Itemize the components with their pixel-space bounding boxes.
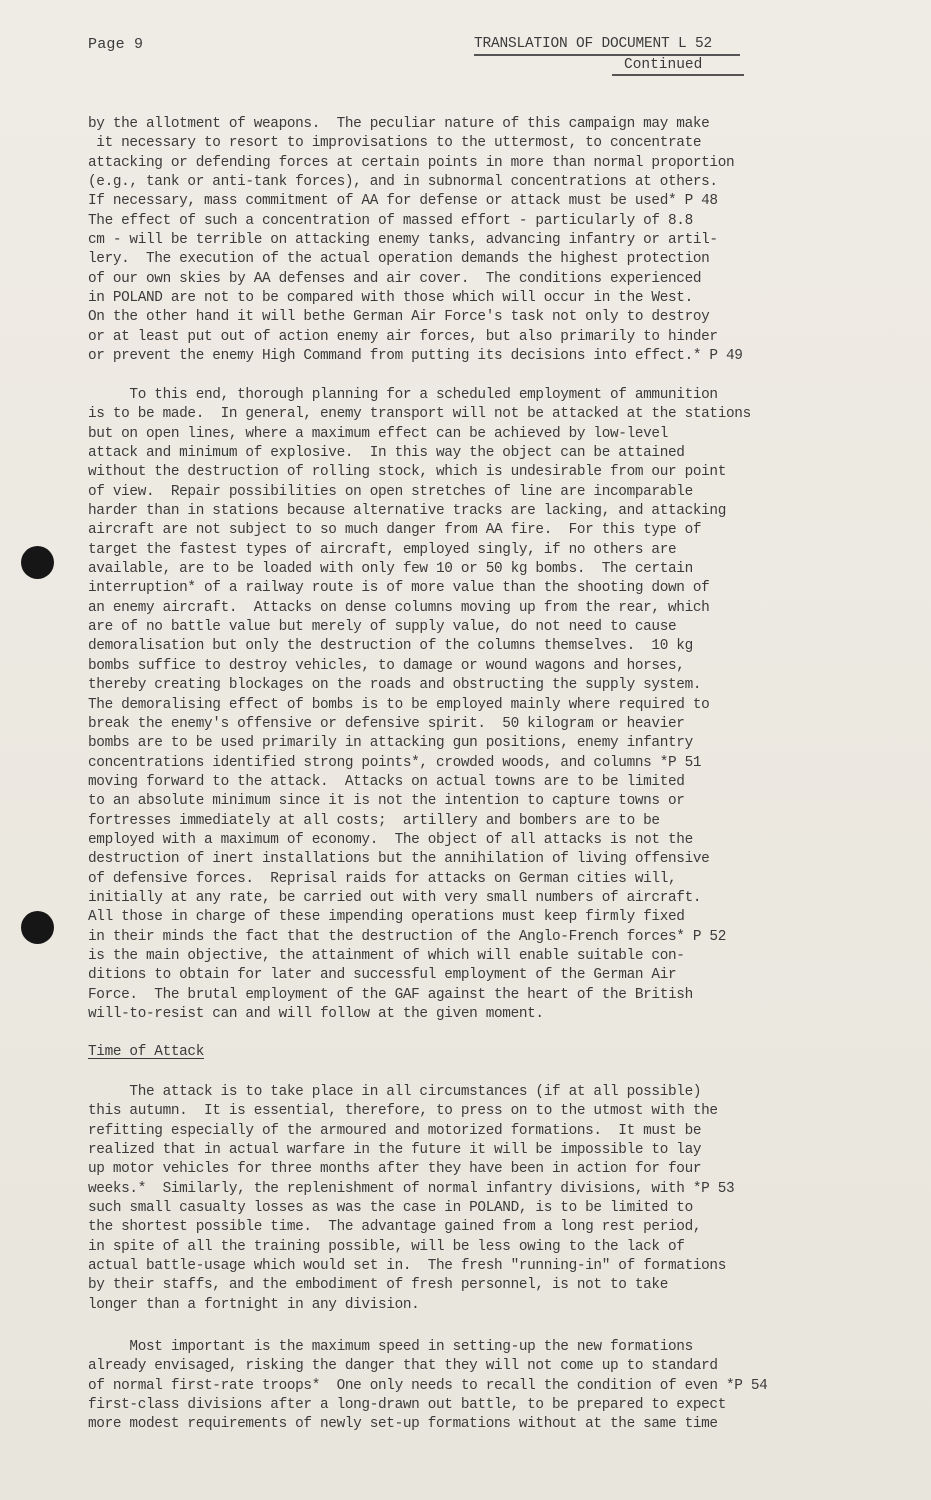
body-paragraph-3: The attack is to take place in all circumstances (if at all possible) this autumn. It is essential, therefore, to press on to the utmost with the refitting especially of the armoured and motorized formations. It must be realized that in actual warfare in the future it will be impossible to lay up motor vehicles for three months after they have been in action for four weeks.* Similarly, the replenishment of normal infantry divisions, with *P 53 such small casualty losses as was the case in POLAND, is to be limited to the shortest possible time. The advantage gained from a long rest period, in spite of all the training possible, will be less owing to the lack of actual battle-usage which would set in. The fresh "running-in" of formations by their staffs, and the embodiment of fresh personnel, is not to take longer than a fortnight in any division. bbox=[88, 1084, 735, 1313]
title-underline bbox=[474, 54, 740, 56]
document-title: TRANSLATION OF DOCUMENT L 52 bbox=[474, 36, 713, 52]
subtitle-underline bbox=[612, 74, 744, 76]
page-number: Page 9 bbox=[88, 36, 144, 53]
body-paragraph-1: by the allotment of weapons. The peculiar nature of this campaign may make it necessary to resort to improvisations to the uttermost, to concentrate attacking or defending forces at certain points in more than normal proportion (e.g., tank or anti-tank forces), and in subnormal concentrations at others. If necessary, mass commitment of AA for defense or attack must be used* P 48 The effect of such a concentration of massed effort - particularly of 8.8 cm - will be terrible on attacking enemy tanks, advancing infantry or artil- lery. The execution of the actual operation demands the highest protection of our own skies by AA defenses and air cover. The conditions experienced in POLAND are not to be compared with those which will occur in the West. On the other hand it will bethe German Air Force's task not only to destroy or at least put out of action enemy air forces, but also primarily to hinder or prevent the enemy High Command from putting its decisions into effect.* P 49 bbox=[88, 116, 743, 365]
body-paragraph-4: Most important is the maximum speed in setting-up the new formations already envisaged, risking the danger that they will not come up to standard of normal first-rate troops* One only needs to recall the condition of even *P 54 first-class divisions after a long-drawn out battle, to be prepared to expect more modest requirements of newly set-up formations without at the same time bbox=[88, 1339, 768, 1433]
body-paragraph-2: To this end, thorough planning for a scheduled employment of ammunition is to be made. In general, enemy transport will not be attacked at the stations but on open lines, where a maximum effect can be achieved by low-level attack and minimum of explosive. In this way the object can be attained without the destruction of rolling stock, which is undesirable from our point of view. Repair possibilities on open stretches of line are incomparable harder than in stations because alternative tracks are lacking, and attacking aircraft are not subject to so much danger from AA fire. For this type of target the fastest types of aircraft, employed singly, if no others are available, are to be loaded with only few 10 or 50 kg bombs. The certain interruption* of a railway route is of more value than the shooting down of an enemy aircraft. Attacks on dense columns moving up from the rear, which are of no battle value but merely of supply value, do not need to cause demoralisation but only the destruction of the columns themselves. 10 kg bombs suffice to destroy vehicles, to damage or wound wagons and horses, thereby creating blockages on the roads and obstructing the supply system. The demoralising effect of bombs is to be employed mainly where required to break the enemy's offensive or defensive spirit. 50 kilogram or heavier bombs are to be used primarily in attacking gun positions, enemy infantry concentrations identified strong points*, crowded woods, and columns *P 51 moving forward to the attack. Attacks on actual towns are to be limited to an absolute minimum since it is not the intention to capture towns or fortresses immediately at all costs; artillery and bombers are to be employed with a maximum of economy. The object of all attacks is not the destruction of inert installations but the annihilation of living offensive of defensive forces. Reprisal raids for attacks on German cities will, initially at any rate, be carried out with very small numbers of aircraft. All those in charge of these impending operations must keep firmly fixed in their minds the fact that the destruction of the Anglo-French forces* P 52 is the main objective, the attainment of which will enable suitable con- ditions to obtain for later and successful employment of the German Air Force. The brutal employment of the GAF against the heart of the British will-to-resist can and will follow at the given moment. bbox=[88, 387, 751, 1022]
section-heading-time-of-attack: Time of Attack bbox=[88, 1044, 205, 1060]
punch-hole-bottom bbox=[21, 911, 54, 944]
punch-hole-top bbox=[21, 546, 54, 579]
document-subtitle: Continued bbox=[624, 57, 703, 73]
